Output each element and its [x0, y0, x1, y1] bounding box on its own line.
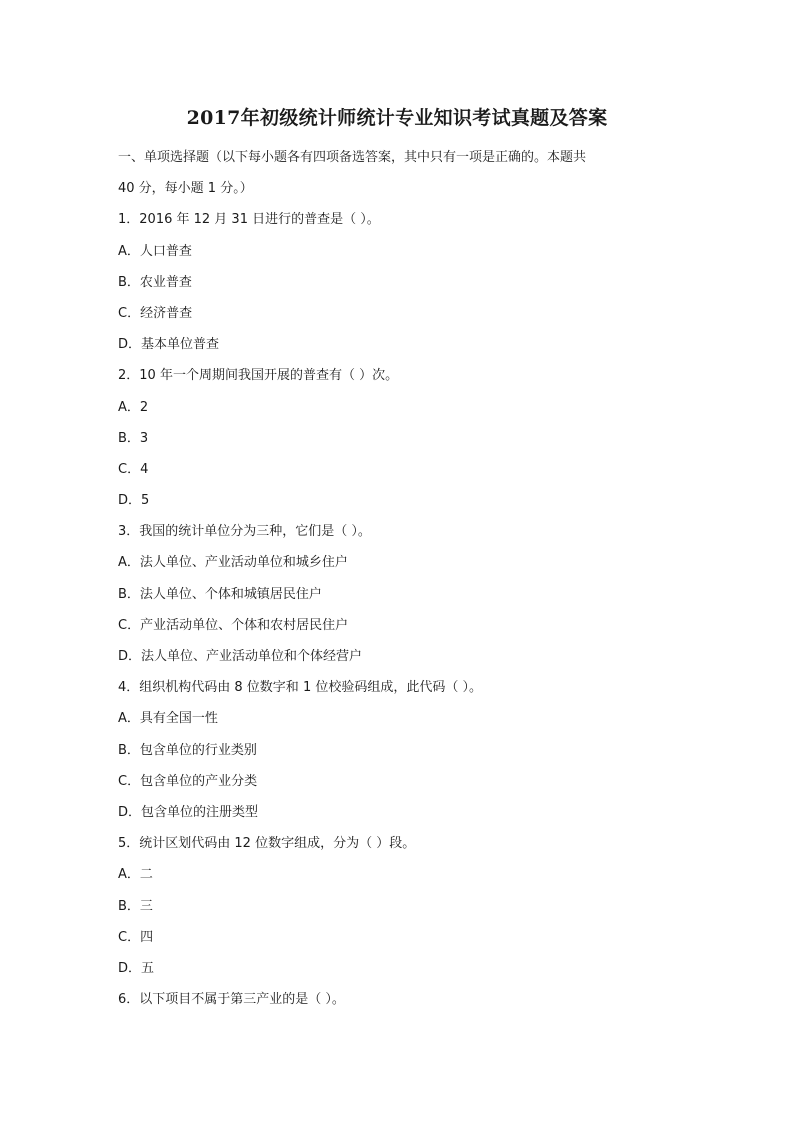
option-c: C．产业活动单位、个体和农村居民住户: [118, 617, 349, 633]
question-stem: 6．以下项目不属于第三产业的是（ ）。: [118, 992, 345, 1008]
option-c: C．包含单位的产业分类: [118, 773, 258, 789]
option-c: C．四: [118, 929, 154, 945]
section-heading-line-2: 40 分，每小题 1 分。）: [118, 181, 253, 197]
question-stem: 2．10 年一个周期间我国开展的普查有（ ）次。: [118, 368, 399, 384]
question-stem: 5．统计区划代码由 12 位数字组成，分为（ ）段。: [118, 836, 416, 852]
option-b: B．农业普查: [118, 274, 192, 290]
option-a: A．人口普查: [118, 243, 192, 259]
option-a: A．二: [118, 867, 153, 883]
option-d: D．法人单位、产业活动单位和个体经营户: [118, 649, 363, 664]
option-d: D．基本单位普查: [118, 337, 220, 353]
option-b: B．3: [118, 430, 149, 446]
option-d: D．五: [118, 960, 155, 976]
document-body: [118, 142, 638, 1015]
option-b: B．包含单位的行业类别: [118, 742, 257, 758]
option-b: B．法人单位、个体和城镇居民住户: [118, 586, 322, 602]
option-a: A．2: [118, 399, 149, 415]
option-d: D．5: [118, 493, 150, 509]
section-heading-line-1: 一、单项选择题（以下每小题各有四项备选答案，其中只有一项是正确的。本题共: [118, 150, 587, 165]
option-b: B．三: [118, 898, 153, 914]
option-c: C．4: [118, 461, 149, 477]
question-stem: 1．2016 年 12 月 31 日进行的普查是（ ）。: [118, 212, 380, 228]
option-c: C．经济普查: [118, 305, 193, 321]
page-title: 2017年初级统计师统计专业知识考试真题及答案: [186, 107, 608, 129]
option-a: A．具有全国一性: [118, 711, 218, 727]
option-d: D．包含单位的注册类型: [118, 804, 259, 820]
question-stem: 3．我国的统计单位分为三种，它们是（ ）。: [118, 524, 371, 540]
option-a: A．法人单位、产业活动单位和城乡住户: [118, 555, 348, 571]
question-stem: 4．组织机构代码由 8 位数字和 1 位校验码组成，此代码（ ）。: [118, 680, 482, 696]
